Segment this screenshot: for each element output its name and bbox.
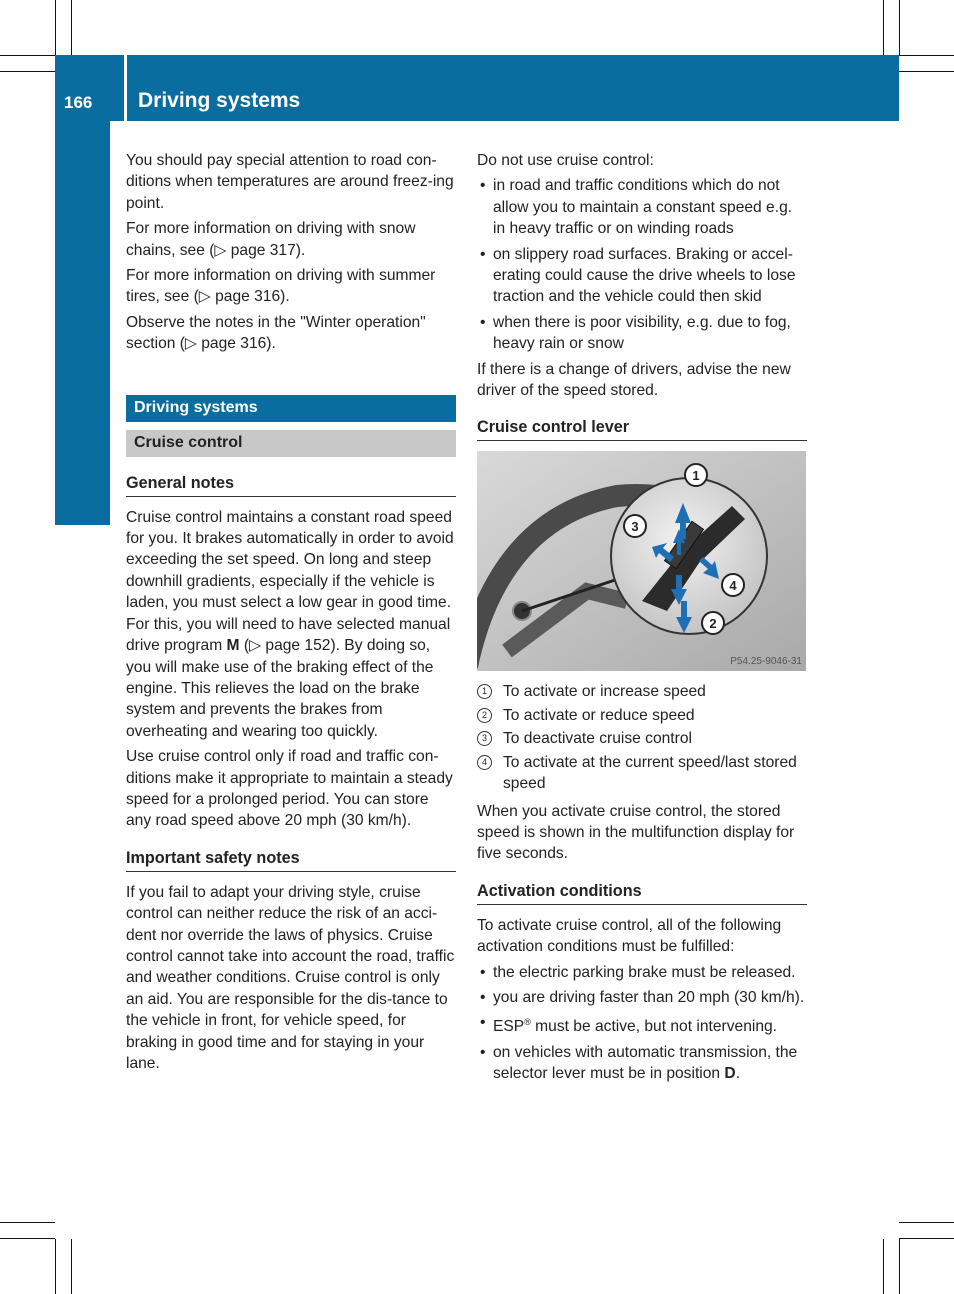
callout-label: 4 — [729, 578, 737, 594]
callout-2 — [702, 612, 724, 634]
crop-mark — [0, 71, 55, 72]
registered-mark: ® — [524, 1017, 531, 1028]
crop-mark — [883, 1239, 884, 1294]
general-notes-paragraph: Use cruise control only if road and traffic con-ditions make it appropriate to maintain a steady speed for a prolonged period. You can store any road speed above 20 mph (30 km/h). — [126, 748, 453, 830]
callout-1 — [685, 464, 707, 486]
activate-note-paragraph: When you activate cruise control, the stored speed is shown in the multifunction display for five seconds. — [477, 802, 795, 863]
legend-text: To activate or increase speed — [503, 683, 706, 701]
cruise-control-lever-figure — [477, 451, 806, 671]
list-item: • you are driving faster than 20 mph (30 km/h). — [477, 987, 807, 1008]
general-notes-text: Cruise control maintains a constant road speed for you. It brakes automatically in order to avoid exceeding the set speed. On long and steep downhill gradients, especially if the vehicle is laden, you must select a low gear in good time. For this, you will need to have selected manual drive program — [126, 508, 454, 655]
activation-heading: Activation conditions — [477, 881, 807, 905]
legend-number: 3 — [477, 731, 492, 746]
callout-4 — [722, 574, 744, 596]
legend-text: To activate or reduce speed — [503, 706, 695, 724]
legend-item — [477, 681, 807, 702]
section-title: Driving systems — [126, 395, 456, 422]
drive-program-letter: M — [226, 637, 240, 655]
crop-mark — [55, 0, 56, 55]
crop-mark — [899, 0, 900, 55]
crop-mark — [899, 1239, 900, 1294]
safety-paragraph: If you fail to adapt your driving style, cruise control can neither reduce the risk of an acci-dent nor override the laws of physics. Cruise control cannot take into account the road, traffic and weather conditions. Cruise control is only an aid. You are responsible for the dis-tance to the vehicle in front, for vehicle speed, for braking in good time and for staying in your lane. — [126, 883, 455, 1072]
crop-mark — [71, 1239, 72, 1294]
list-item-text: on vehicles with automatic transmission, the selector lever must be in position — [493, 1043, 798, 1083]
list-item-text: . — [735, 1065, 741, 1083]
intro-paragraph: Observe the notes in the "Winter operation" section (▷ page 316). — [126, 313, 426, 353]
intro-paragraph: For more information on driving with snow chains, see (▷ page 317). — [126, 220, 416, 259]
subsection-title: Cruise control — [126, 430, 456, 457]
activation-list — [477, 962, 807, 1085]
crop-mark — [71, 0, 72, 55]
crop-mark — [899, 55, 954, 56]
crop-mark — [899, 71, 954, 72]
callout-label: 2 — [709, 616, 717, 632]
list-item-text: must be active, but not intervening. — [530, 1018, 778, 1036]
chapter-label: Driving and parking — [83, 244, 110, 470]
legend-item — [477, 752, 807, 795]
general-notes-paragraph — [126, 507, 456, 742]
safety-heading: Important safety notes — [126, 848, 456, 872]
page-title: Driving systems — [138, 89, 301, 112]
callout-label: 1 — [692, 468, 700, 484]
legend-number: 1 — [477, 684, 492, 699]
esp-label: ESP — [493, 1018, 525, 1036]
list-item: • when there is poor visibility, e.g. due to fog, heavy rain or snow — [477, 312, 807, 355]
crop-mark — [899, 1238, 954, 1239]
list-item: • the electric parking brake must be released. — [477, 962, 807, 983]
lever-illustration — [477, 451, 806, 671]
legend-item — [477, 728, 807, 749]
list-item — [477, 1012, 807, 1038]
general-notes-text: (▷ page 152). By doing so, you will make use of the braking effect of the engine. This relieves the load on the brake system and prevents the brakes from overheating and wearing too quickly. — [126, 637, 434, 740]
general-notes-heading: General notes — [126, 473, 456, 497]
do-not-use-intro: Do not use cruise control: — [477, 152, 654, 169]
left-column — [126, 150, 456, 1078]
change-drivers-paragraph: If there is a change of drivers, advise the new driver of the speed stored. — [477, 360, 791, 400]
lever-heading: Cruise control lever — [477, 417, 807, 441]
callout-label: 3 — [631, 519, 639, 535]
callout-3 — [624, 515, 646, 537]
crop-mark — [55, 1239, 56, 1294]
page-number: 166 — [64, 93, 93, 112]
crop-mark — [899, 1222, 954, 1223]
list-item: • in road and traffic conditions which do not allow you to maintain a constant speed e.g. in heavy traffic or on winding roads — [477, 175, 807, 239]
header-divider — [124, 55, 127, 121]
crop-mark — [0, 55, 55, 56]
crop-mark — [883, 0, 884, 55]
figure-code: P54.25-9046-31 — [730, 656, 802, 668]
intro-paragraph: For more information on driving with summer tires, see (▷ page 316). — [126, 267, 436, 306]
activation-intro: To activate cruise control, all of the following activation conditions must be fulfilled: — [477, 916, 782, 956]
right-column — [477, 150, 807, 1089]
crop-mark — [0, 1222, 55, 1223]
do-not-use-list — [477, 175, 807, 354]
lever-legend — [477, 681, 807, 794]
legend-text: To activate at the current speed/last stored speed — [503, 753, 797, 793]
legend-item — [477, 705, 807, 726]
legend-number: 2 — [477, 708, 492, 723]
list-item: • on slippery road surfaces. Braking or accel-erating could cause the drive wheels to lose traction and the vehicle could then skid — [477, 244, 807, 308]
crop-mark — [0, 1238, 55, 1239]
legend-text: To deactivate cruise control — [503, 730, 692, 748]
list-item — [477, 1042, 807, 1085]
intro-paragraph: You should pay special attention to road con-ditions when temperatures are around freez-ing point. — [126, 152, 454, 212]
selector-position: D — [724, 1065, 736, 1083]
legend-number: 4 — [477, 755, 492, 770]
